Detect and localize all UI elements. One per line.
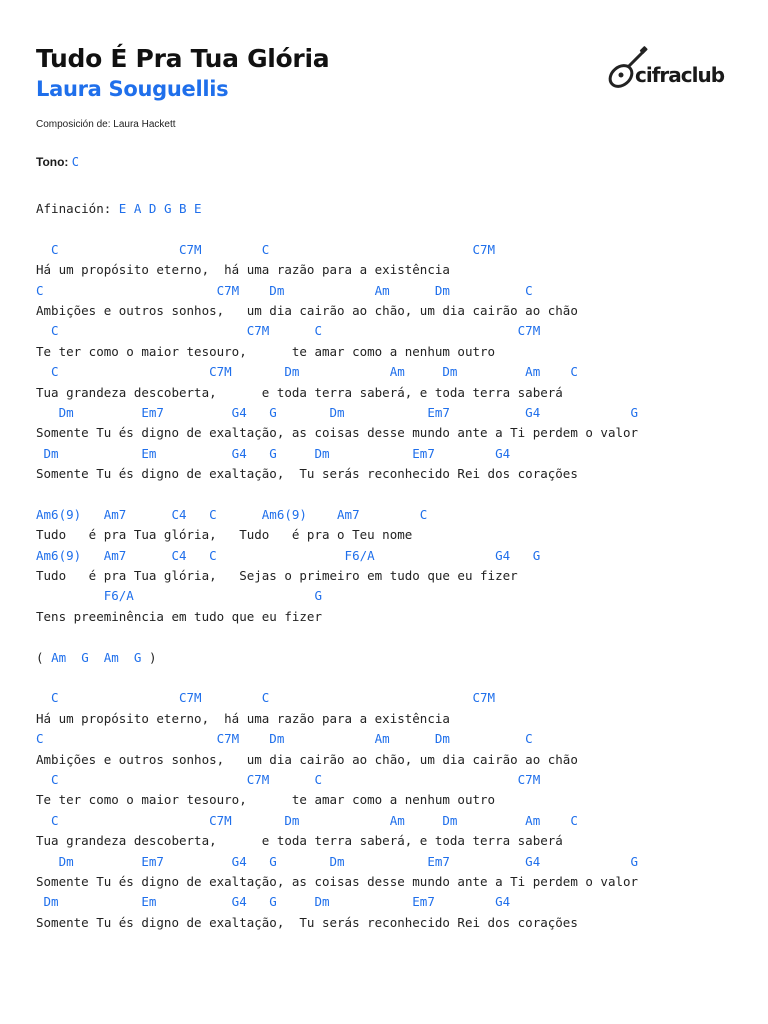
chord[interactable]: E A D G B E [118,201,202,216]
lyric-line: Somente Tu és digno de exaltação, as coisas desse mundo ante a Ti perdem o valor [36,873,639,889]
lyric-line: Somente Tu és digno de exaltação, Tu serás reconhecido Rei dos corações [36,914,578,930]
lyric-line: Tua grandeza descoberta, e toda terra saberá, e toda terra saberá [36,833,563,849]
lyric-line: Ambições e outros sonhos, um dia cairão ao chão, um dia cairão ao chão [36,302,578,318]
lyric-line [36,648,638,668]
chord-line: Dm Em7 G4 G Dm Em7 G4 G [36,404,639,420]
blank-line [36,219,638,239]
key-info [36,155,79,169]
lyric-line: Somente Tu és digno de exaltação, as coisas desse mundo ante a Ti perdem o valor [36,425,639,441]
lyric-line: Tudo é pra Tua glória, Sejas o primeiro em tudo que eu fizer [36,568,518,584]
chord-line: C C7M C C7M [36,690,496,706]
chord-line: Am6(9) Am7 C4 C F6/A G4 G [36,547,541,563]
lyric-text [119,650,134,665]
composer-credit: Composición de: Laura Hackett [36,119,176,130]
logo-wordmark: cifraclub [635,63,725,87]
chord-sheet [36,199,638,933]
blank-line [36,627,638,647]
lyric-line: Tudo é pra Tua glória, Tudo é pra o Teu nome [36,527,413,543]
chord[interactable]: Am [51,649,67,665]
chord-line: C C7M Dm Am Dm Am C [36,364,578,380]
lyric-text [66,650,81,665]
lyric-line: Te ter como o maior tesouro, te amar como a nenhum outro [36,343,496,359]
lyric-line: Há um propósito eterno, há uma razão para a existência [36,262,450,278]
artist-name[interactable]: Laura Souguellis [36,77,229,101]
lyric-line: Te ter como o maior tesouro, te amar como a nenhum outro [36,792,496,808]
key-value[interactable]: C [71,155,80,169]
lyric-text: Afinación: [36,201,119,216]
lyric-text: ) [141,649,157,665]
lyric-line: Tua grandeza descoberta, e toda terra saberá, e toda terra saberá [36,384,563,400]
chord-line: C C7M C C7M [36,241,496,257]
key-label: Tono: [36,155,69,169]
lyric-text [89,650,104,665]
lyric-line: Ambições e outros sonhos, um dia cairão ao chão, um dia cairão ao chão [36,751,578,767]
song-title: Tudo É Pra Tua Glória [36,44,330,73]
lyric-line: Somente Tu és digno de exaltação, Tu serás reconhecido Rei dos corações [36,466,578,482]
blank-line [36,484,638,504]
lyric-text: ( [36,649,52,665]
chord-line: Dm Em G4 G Dm Em7 G4 [36,445,511,461]
chord-line: C C7M Dm Am Dm Am C [36,812,578,828]
chord[interactable]: G [133,649,142,665]
chord-line: C C7M C C7M [36,323,541,339]
chord[interactable]: G [81,649,89,665]
blank-line [36,668,638,688]
chord-line: Am6(9) Am7 C4 C Am6(9) Am7 C [36,506,428,522]
chord-line: C C7M C C7M [36,771,541,787]
chord-line: Dm Em7 G4 G Dm Em7 G4 G [36,853,639,869]
lyric-line: Há um propósito eterno, há uma razão para a existência [36,710,450,726]
cifraclub-logo [605,44,725,94]
lyric-line [36,199,638,219]
chord-line: C C7M Dm Am Dm C [36,731,533,747]
lyric-line: Tens preeminência em tudo que eu fizer [36,608,322,624]
chord-line: F6/A G [36,588,322,604]
chord[interactable]: Am [103,649,119,665]
chord-line: C C7M Dm Am Dm C [36,282,533,298]
chord-line: Dm Em G4 G Dm Em7 G4 [36,894,511,910]
